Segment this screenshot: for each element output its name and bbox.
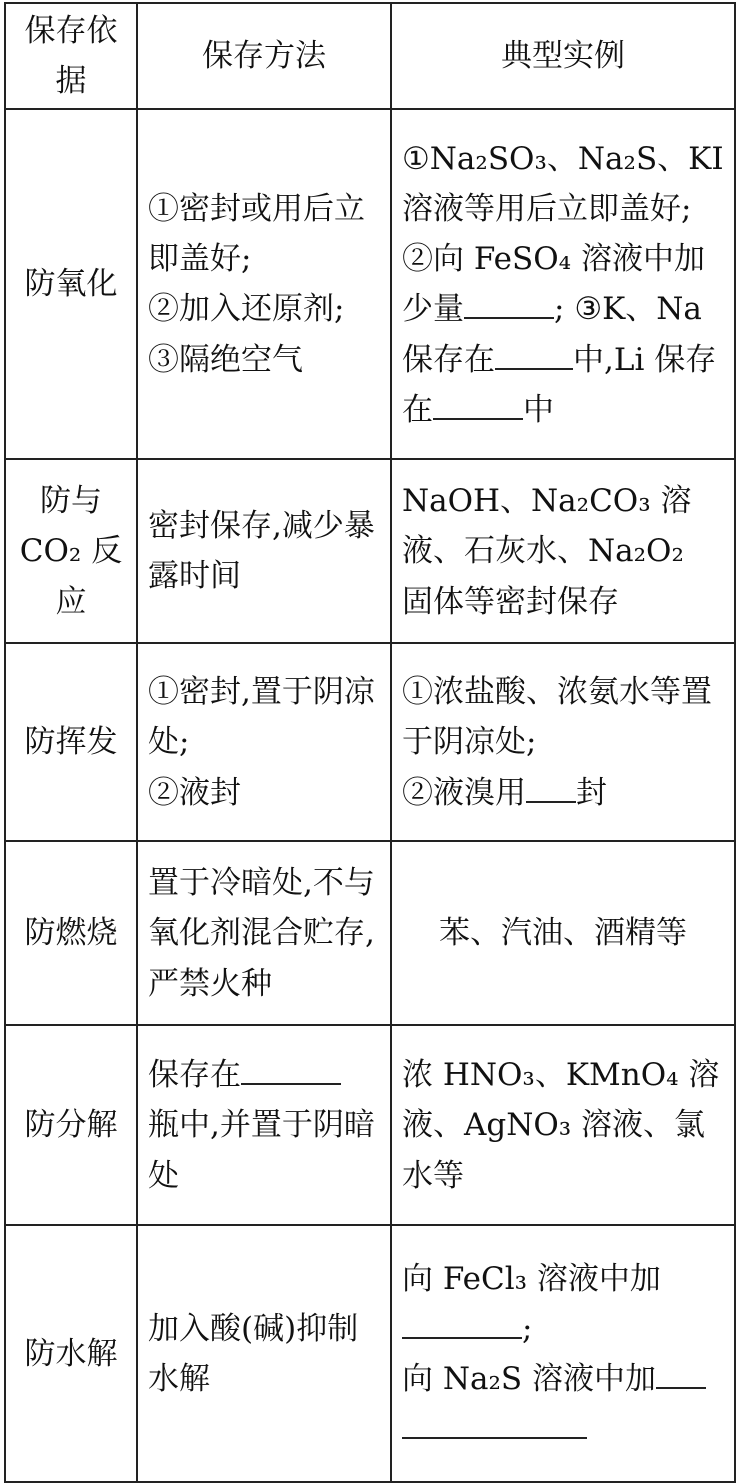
example-cell: NaOH、Na₂CO₃ 溶液、石灰水、Na₂O₂ 固体等密封保存 — [391, 459, 735, 643]
table-row-volatile — [5, 643, 735, 841]
example-text: ③K、Na 保存在 — [402, 291, 702, 378]
example-cell — [391, 109, 735, 459]
method-cell: 加入酸(碱)抑制水解 — [137, 1225, 391, 1482]
method-line: ②液封 — [148, 774, 241, 811]
example-text: 向 FeCl₃ 溶液中加 — [402, 1260, 661, 1297]
header-example: 典型实例 — [391, 3, 735, 109]
table-row-hydrolysis — [5, 1225, 735, 1482]
basis-cell — [5, 459, 137, 643]
table-row-decomposition — [5, 1025, 735, 1225]
basis-line: CO₂ 反应 — [19, 533, 123, 620]
fill-blank — [526, 768, 576, 803]
example-cell: 浓 HNO₃、KMnO₄ 溶液、AgNO₃ 溶液、氯水等 — [391, 1025, 735, 1225]
table-row-co2 — [5, 459, 735, 643]
basis-cell: 防水解 — [5, 1225, 137, 1482]
header-row — [5, 3, 735, 109]
example-text: 封 — [576, 774, 607, 811]
example-text: ①Na₂SO₃、Na₂S、KI 溶液等用后立即盖好; — [402, 140, 724, 227]
storage-methods-table — [4, 2, 736, 1483]
table-row-oxidation — [5, 109, 735, 459]
fill-blank — [402, 1405, 587, 1440]
method-line: ②加入还原剂; — [148, 291, 345, 328]
method-line: ①密封或用后立即盖好; — [148, 191, 365, 278]
example-text: ; — [522, 1310, 533, 1347]
example-cell: 苯、汽油、酒精等 — [391, 841, 735, 1025]
example-text: 中 — [523, 391, 554, 428]
example-text: ①浓盐酸、浓氨水等置于阴凉处; — [402, 674, 712, 761]
fill-blank — [402, 1304, 522, 1339]
method-text: 瓶中,并置于阴暗处 — [148, 1107, 375, 1194]
method-cell: 置于冷暗处,不与氧化剂混合贮存,严禁火种 — [137, 841, 391, 1025]
basis-cell: 防挥发 — [5, 643, 137, 841]
example-text: ; — [554, 291, 565, 328]
method-cell — [137, 109, 391, 459]
example-cell — [391, 1225, 735, 1482]
method-cell — [137, 1025, 391, 1225]
example-text: ②液溴用 — [402, 774, 526, 811]
basis-cell: 防燃烧 — [5, 841, 137, 1025]
header-basis: 保存依据 — [5, 3, 137, 109]
method-line: ③隔绝空气 — [148, 341, 303, 378]
method-cell: 密封保存,减少暴露时间 — [137, 459, 391, 643]
fill-blank — [241, 1051, 341, 1086]
example-text: 向 Na₂S 溶液中加 — [402, 1360, 656, 1397]
table-row-combustion — [5, 841, 735, 1025]
fill-blank — [464, 285, 554, 320]
example-text: ②向 FeSO₄ 溶液中加少量 — [402, 241, 705, 328]
method-cell — [137, 643, 391, 841]
basis-cell: 防分解 — [5, 1025, 137, 1225]
basis-line: 防与 — [40, 483, 102, 520]
fill-blank — [495, 335, 573, 370]
example-text: 中,Li 保存在 — [402, 341, 717, 428]
basis-cell: 防氧化 — [5, 109, 137, 459]
example-cell — [391, 643, 735, 841]
method-text: 保存在 — [148, 1057, 241, 1094]
method-line: ①密封,置于阴凉处; — [148, 674, 375, 761]
fill-blank — [433, 385, 523, 420]
fill-blank — [656, 1354, 706, 1389]
header-method: 保存方法 — [137, 3, 391, 109]
